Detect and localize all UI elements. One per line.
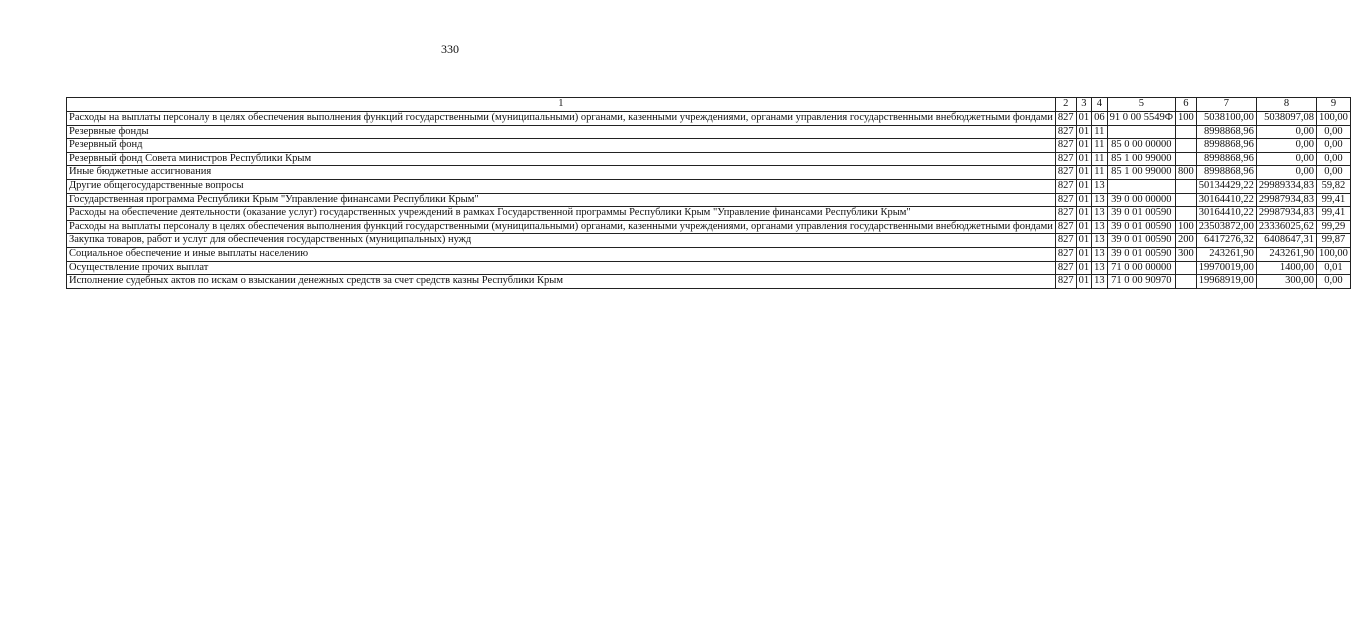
admin-code-cell: 827: [1055, 234, 1076, 248]
admin-code-cell: 827: [1055, 247, 1076, 261]
column-header: 5: [1107, 98, 1175, 112]
planned-amount-cell: 243261,90: [1196, 247, 1256, 261]
expense-type-cell: [1176, 139, 1197, 153]
executed-amount-cell: 6408647,31: [1256, 234, 1316, 248]
executed-amount-cell: 0,00: [1256, 152, 1316, 166]
subsection-cell: 11: [1092, 152, 1108, 166]
expense-type-cell: [1176, 275, 1197, 289]
executed-amount-cell: 243261,90: [1256, 247, 1316, 261]
execution-percent-cell: 0,00: [1317, 275, 1351, 289]
execution-percent-cell: 59,82: [1317, 179, 1351, 193]
target-article-cell: 85 0 00 00000: [1107, 139, 1175, 153]
table-row: [67, 166, 1351, 180]
subsection-cell: 11: [1092, 125, 1108, 139]
execution-percent-cell: 99,87: [1317, 234, 1351, 248]
expense-type-cell: 200: [1176, 234, 1197, 248]
admin-code-cell: 827: [1055, 152, 1076, 166]
item-name-cell: Расходы на обеспечение деятельности (оказание услуг) государственных учреждений в рамках Государственной программы Республики Крым "Управление финансами Республики Крым": [67, 207, 1056, 221]
target-article-cell: 71 0 00 90970: [1107, 275, 1175, 289]
admin-code-cell: 827: [1055, 112, 1076, 126]
table-body: [67, 112, 1351, 289]
execution-percent-cell: 0,01: [1317, 261, 1351, 275]
expense-type-cell: [1176, 152, 1197, 166]
executed-amount-cell: 23336025,62: [1256, 220, 1316, 234]
executed-amount-cell: 0,00: [1256, 139, 1316, 153]
section-cell: 01: [1076, 247, 1092, 261]
admin-code-cell: 827: [1055, 261, 1076, 275]
item-name-cell: Расходы на выплаты персоналу в целях обеспечения выполнения функций государственными (муниципальными) органами, казенными учреждениями, органами управления государственными внебюджетными фондами: [67, 112, 1056, 126]
section-cell: 01: [1076, 261, 1092, 275]
table-row: [67, 125, 1351, 139]
execution-percent-cell: 0,00: [1317, 166, 1351, 180]
target-article-cell: 39 0 01 00590: [1107, 234, 1175, 248]
table-row: [67, 275, 1351, 289]
target-article-cell: 71 0 00 00000: [1107, 261, 1175, 275]
section-cell: 01: [1076, 166, 1092, 180]
executed-amount-cell: 0,00: [1256, 125, 1316, 139]
expense-type-cell: [1176, 193, 1197, 207]
admin-code-cell: 827: [1055, 220, 1076, 234]
column-header: 4: [1092, 98, 1108, 112]
table-row: [67, 247, 1351, 261]
item-name-cell: Расходы на выплаты персоналу в целях обеспечения выполнения функций государственными (муниципальными) органами, казенными учреждениями, органами управления государственными внебюджетными фондами: [67, 220, 1056, 234]
header-row: [67, 98, 1351, 112]
section-cell: 01: [1076, 207, 1092, 221]
execution-percent-cell: 99,41: [1317, 207, 1351, 221]
target-article-cell: 91 0 00 5549Ф: [1107, 112, 1175, 126]
target-article-cell: 39 0 01 00590: [1107, 220, 1175, 234]
expense-type-cell: [1176, 179, 1197, 193]
item-name-cell: Другие общегосударственные вопросы: [67, 179, 1056, 193]
target-article-cell: 39 0 01 00590: [1107, 247, 1175, 261]
planned-amount-cell: 8998868,96: [1196, 152, 1256, 166]
target-article-cell: [1107, 179, 1175, 193]
item-name-cell: Резервные фонды: [67, 125, 1056, 139]
subsection-cell: 13: [1092, 247, 1108, 261]
subsection-cell: 13: [1092, 193, 1108, 207]
executed-amount-cell: 29987934,83: [1256, 193, 1316, 207]
column-header: 6: [1176, 98, 1197, 112]
executed-amount-cell: 1400,00: [1256, 261, 1316, 275]
admin-code-cell: 827: [1055, 125, 1076, 139]
section-cell: 01: [1076, 220, 1092, 234]
subsection-cell: 13: [1092, 207, 1108, 221]
planned-amount-cell: 19968919,00: [1196, 275, 1256, 289]
admin-code-cell: 827: [1055, 179, 1076, 193]
item-name-cell: Иные бюджетные ассигнования: [67, 166, 1056, 180]
subsection-cell: 06: [1092, 112, 1108, 126]
item-name-cell: Осуществление прочих выплат: [67, 261, 1056, 275]
planned-amount-cell: 19970019,00: [1196, 261, 1256, 275]
section-cell: 01: [1076, 139, 1092, 153]
subsection-cell: 13: [1092, 275, 1108, 289]
planned-amount-cell: 23503872,00: [1196, 220, 1256, 234]
admin-code-cell: 827: [1055, 275, 1076, 289]
planned-amount-cell: 5038100,00: [1196, 112, 1256, 126]
section-cell: 01: [1076, 193, 1092, 207]
column-header: 9: [1317, 98, 1351, 112]
table-row: [67, 179, 1351, 193]
execution-percent-cell: 99,41: [1317, 193, 1351, 207]
table-row: [67, 220, 1351, 234]
subsection-cell: 11: [1092, 166, 1108, 180]
execution-percent-cell: 99,29: [1317, 220, 1351, 234]
execution-percent-cell: 0,00: [1317, 125, 1351, 139]
planned-amount-cell: 8998868,96: [1196, 139, 1256, 153]
item-name-cell: Государственная программа Республики Крым "Управление финансами Республики Крым": [67, 193, 1056, 207]
section-cell: 01: [1076, 275, 1092, 289]
executed-amount-cell: 0,00: [1256, 166, 1316, 180]
planned-amount-cell: 8998868,96: [1196, 125, 1256, 139]
column-header: 7: [1196, 98, 1256, 112]
target-article-cell: 85 1 00 99000: [1107, 166, 1175, 180]
expense-type-cell: 100: [1176, 112, 1197, 126]
admin-code-cell: 827: [1055, 193, 1076, 207]
subsection-cell: 13: [1092, 234, 1108, 248]
section-cell: 01: [1076, 125, 1092, 139]
planned-amount-cell: 30164410,22: [1196, 193, 1256, 207]
target-article-cell: [1107, 125, 1175, 139]
column-header: 3: [1076, 98, 1092, 112]
section-cell: 01: [1076, 179, 1092, 193]
expense-type-cell: [1176, 207, 1197, 221]
subsection-cell: 13: [1092, 261, 1108, 275]
executed-amount-cell: 29989334,83: [1256, 179, 1316, 193]
expense-type-cell: 100: [1176, 220, 1197, 234]
item-name-cell: Резервный фонд Совета министров Республики Крым: [67, 152, 1056, 166]
executed-amount-cell: 5038097,08: [1256, 112, 1316, 126]
executed-amount-cell: 300,00: [1256, 275, 1316, 289]
admin-code-cell: 827: [1055, 207, 1076, 221]
subsection-cell: 11: [1092, 139, 1108, 153]
planned-amount-cell: 6417276,32: [1196, 234, 1256, 248]
planned-amount-cell: 50134429,22: [1196, 179, 1256, 193]
expense-type-cell: 300: [1176, 247, 1197, 261]
table-row: [67, 152, 1351, 166]
table-row: [67, 112, 1351, 126]
item-name-cell: Социальное обеспечение и иные выплаты населению: [67, 247, 1056, 261]
target-article-cell: 39 0 01 00590: [1107, 207, 1175, 221]
planned-amount-cell: 8998868,96: [1196, 166, 1256, 180]
table-row: [67, 139, 1351, 153]
item-name-cell: Резервный фонд: [67, 139, 1056, 153]
section-cell: 01: [1076, 112, 1092, 126]
expense-type-cell: 800: [1176, 166, 1197, 180]
table-row: [67, 261, 1351, 275]
executed-amount-cell: 29987934,83: [1256, 207, 1316, 221]
table-row: [67, 193, 1351, 207]
item-name-cell: Закупка товаров, работ и услуг для обеспечения государственных (муниципальных) нужд: [67, 234, 1056, 248]
section-cell: 01: [1076, 152, 1092, 166]
admin-code-cell: 827: [1055, 166, 1076, 180]
execution-percent-cell: 100,00: [1317, 247, 1351, 261]
admin-code-cell: 827: [1055, 139, 1076, 153]
subsection-cell: 13: [1092, 220, 1108, 234]
expense-type-cell: [1176, 261, 1197, 275]
column-header: 1: [67, 98, 1056, 112]
section-cell: 01: [1076, 234, 1092, 248]
column-header: 2: [1055, 98, 1076, 112]
execution-percent-cell: 0,00: [1317, 152, 1351, 166]
planned-amount-cell: 30164410,22: [1196, 207, 1256, 221]
budget-table: [66, 97, 1351, 289]
target-article-cell: 85 1 00 99000: [1107, 152, 1175, 166]
item-name-cell: Исполнение судебных актов по искам о взыскании денежных средств за счет средств казны Республики Крым: [67, 275, 1056, 289]
subsection-cell: 13: [1092, 179, 1108, 193]
table-row: [67, 234, 1351, 248]
table-row: [67, 207, 1351, 221]
execution-percent-cell: 100,00: [1317, 112, 1351, 126]
page-number: 330: [441, 42, 459, 56]
expense-type-cell: [1176, 125, 1197, 139]
column-header: 8: [1256, 98, 1316, 112]
execution-percent-cell: 0,00: [1317, 139, 1351, 153]
target-article-cell: 39 0 00 00000: [1107, 193, 1175, 207]
